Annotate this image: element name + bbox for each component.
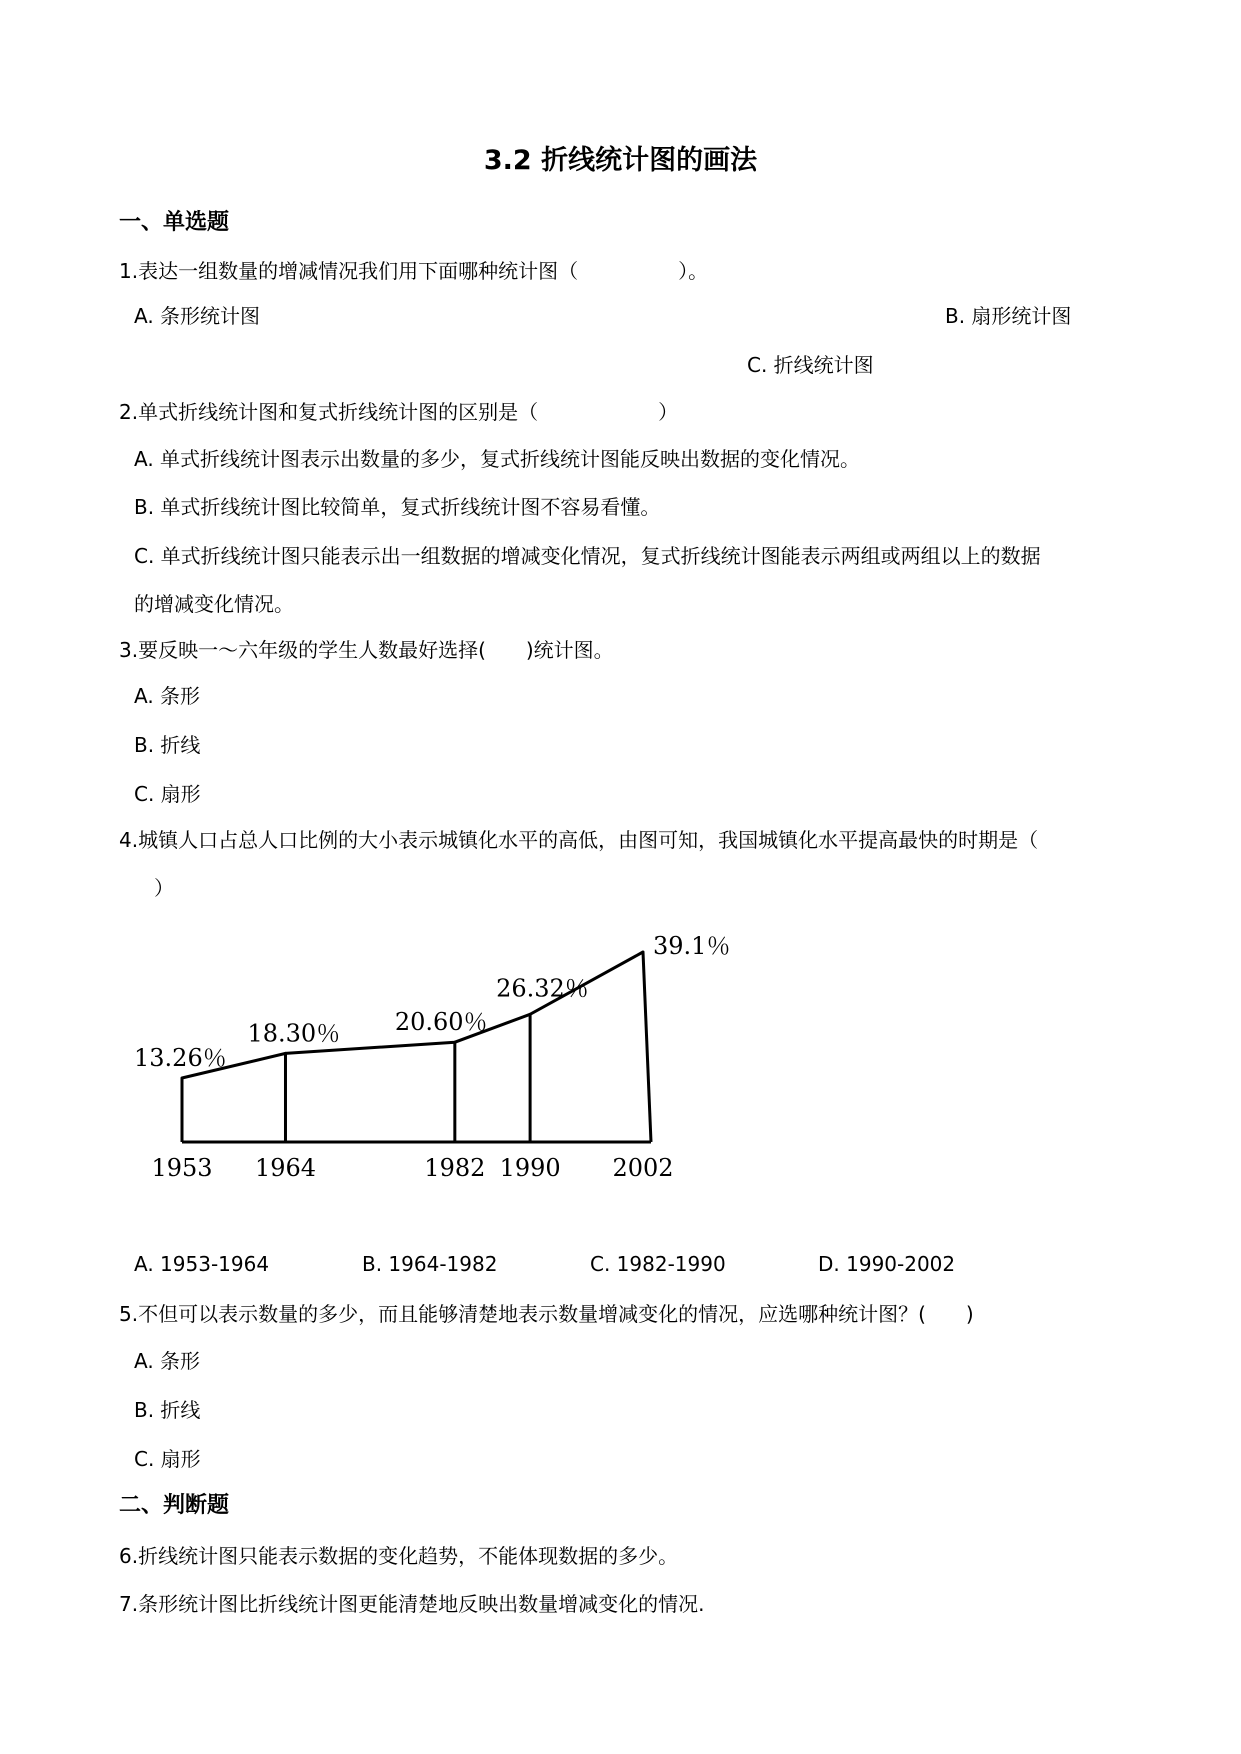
chart-value-label: 39.1％ xyxy=(653,932,731,960)
question-5-text: 5.不但可以表示数量的多少，而且能够清楚地表示数量增减变化的情况，应选哪种统计图？( ) xyxy=(119,1302,974,1326)
question-3-option-c[interactable]: C. 扇形 xyxy=(134,782,201,806)
section-heading-single-choice: 一、单选题 xyxy=(119,210,230,235)
question-3-option-b[interactable]: B. 折线 xyxy=(134,733,201,757)
chart-point xyxy=(181,1077,184,1080)
chart-point xyxy=(453,1041,456,1044)
urbanization-line-chart xyxy=(120,930,740,1200)
question-1-option-c[interactable]: C. 折线统计图 xyxy=(747,353,874,377)
question-4-option-a[interactable]: A. 1953-1964 xyxy=(134,1252,270,1276)
question-4-option-b[interactable]: B. 1964-1982 xyxy=(362,1252,498,1276)
question-6-text: 6.折线统计图只能表示数据的变化趋势，不能体现数据的多少。 xyxy=(119,1544,679,1568)
section-heading-true-false: 二、判断题 xyxy=(119,1493,230,1518)
question-2-option-c[interactable]: C. 单式折线统计图只能表示出一组数据的增减变化情况，复式折线统计图能表示两组或两组以上的数据 xyxy=(134,544,1041,568)
question-3-option-a[interactable]: A. 条形 xyxy=(134,684,201,708)
chart-value-label: 13.26％ xyxy=(134,1044,227,1072)
question-4-option-c[interactable]: C. 1982-1990 xyxy=(590,1252,726,1276)
chart-value-label: 26.32％ xyxy=(496,974,589,1003)
question-4-text: 4.城镇人口占总人口比例的大小表示城镇化水平的高低，由图可知，我国城镇化水平提高最快的时期是（ xyxy=(119,828,1039,852)
question-2-option-c-continued: 的增减变化情况。 xyxy=(134,592,294,616)
question-2-text: 2.单式折线统计图和复式折线统计图的区别是（ ） xyxy=(119,400,679,424)
chart-point xyxy=(284,1052,287,1055)
question-1-option-b[interactable]: B. 扇形统计图 xyxy=(945,304,1072,328)
chart-x-tick-label: 2002 xyxy=(612,1154,674,1182)
question-5-option-c[interactable]: C. 扇形 xyxy=(134,1447,201,1471)
chart-point xyxy=(529,1013,532,1016)
chart-x-tick-label: 1982 xyxy=(424,1154,486,1182)
page-title: 3.2 折线统计图的画法 xyxy=(483,145,758,176)
chart-x-tick-label: 1964 xyxy=(254,1154,317,1182)
chart-value-label: 20.60％ xyxy=(394,1008,488,1037)
chart-x-tick-label: 1953 xyxy=(151,1154,213,1182)
question-1-option-a[interactable]: A. 条形统计图 xyxy=(134,304,261,328)
question-4-option-d[interactable]: D. 1990-2002 xyxy=(818,1252,956,1276)
question-2-option-a[interactable]: A. 单式折线统计图表示出数量的多少，复式折线统计图能反映出数据的变化情况。 xyxy=(134,447,861,471)
chart-point xyxy=(642,951,645,954)
question-4-text-continued: ） xyxy=(134,876,174,900)
question-5-option-a[interactable]: A. 条形 xyxy=(134,1349,201,1373)
question-1-text: 1.表达一组数量的增减情况我们用下面哪种统计图（ ）。 xyxy=(119,259,709,283)
chart-drop-line xyxy=(643,952,651,1142)
question-2-option-b[interactable]: B. 单式折线统计图比较简单，复式折线统计图不容易看懂。 xyxy=(134,495,661,519)
question-5-option-b[interactable]: B. 折线 xyxy=(134,1398,201,1422)
question-7-text: 7.条形统计图比折线统计图更能清楚地反映出数量增减变化的情况. xyxy=(119,1592,705,1616)
chart-value-label: 18.30％ xyxy=(247,1019,341,1048)
question-3-text: 3.要反映一～六年级的学生人数最好选择( )统计图。 xyxy=(119,638,614,662)
chart-x-tick-label: 1990 xyxy=(499,1154,561,1182)
